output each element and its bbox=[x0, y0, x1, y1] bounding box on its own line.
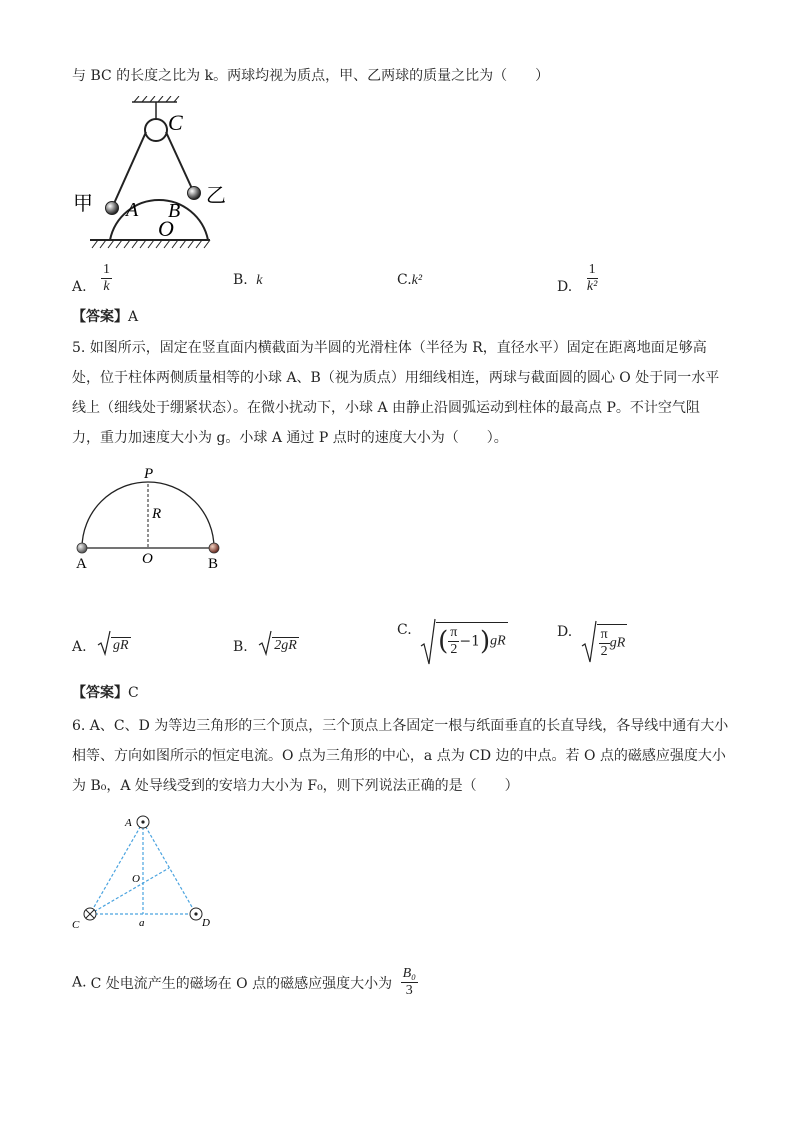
label-O: O bbox=[132, 873, 140, 885]
q4-option-c[interactable]: C.k² bbox=[397, 272, 423, 288]
q4-option-d-fraction: $\frac{1}{\text{k²}}$ bbox=[586, 262, 598, 294]
ball-yi-icon bbox=[188, 187, 201, 200]
q5-stem-line4: 力，重力加速度大小为 g。小球 A 通过 P 点时的速度大小为（ ）。 bbox=[72, 430, 508, 446]
label-D: D bbox=[202, 917, 210, 929]
q4-option-d[interactable]: D. $\frac{1}{\text{k²}}$ bbox=[557, 262, 598, 295]
label-C: C bbox=[72, 919, 80, 931]
q4-option-a[interactable]: A. $\frac{1}{k}$ bbox=[72, 262, 111, 295]
q6-stem-line3: 为 B₀，A 处导线受到的安培力大小为 F₀，则下列说法正确的是（ ） bbox=[72, 778, 519, 794]
label-O: O bbox=[142, 551, 153, 567]
label-jia: 甲 bbox=[73, 193, 93, 215]
q6-figure bbox=[68, 810, 218, 936]
label-O: O bbox=[158, 216, 174, 241]
label-A: A bbox=[126, 199, 139, 221]
label-B: B bbox=[208, 556, 219, 572]
label-A: A bbox=[76, 556, 87, 572]
label-P: P bbox=[144, 466, 154, 482]
label-C: C bbox=[168, 110, 183, 135]
pulley-icon bbox=[145, 119, 167, 141]
label-R: R bbox=[152, 506, 162, 522]
q4-option-b[interactable]: B. k bbox=[233, 272, 263, 288]
q4-figure bbox=[72, 96, 232, 256]
label-yi: 乙 bbox=[206, 185, 226, 207]
q5-answer: 【答案】C bbox=[72, 685, 139, 701]
label-A: A bbox=[125, 817, 132, 829]
q4-stem-tail: 与 BC 的长度之比为 k。两球均视为质点，甲、乙两球的质量之比为（ ） bbox=[72, 68, 550, 84]
q6-stem-line2: 相等、方向如图所示的恒定电流。O 点为三角形的中心，a 点为 CD 边的中点。若 O 点的磁感应强度大小 bbox=[72, 748, 726, 764]
label-a: a bbox=[139, 917, 145, 929]
q5-stem-line3: 线上（细线处于绷紧状态）。在微小扰动下，小球 A 由静止沿圆弧运动到柱体的最高点 P。不计空气阻 bbox=[72, 400, 700, 416]
q5-stem-line1: 5. 如图所示，固定在竖直面内横截面为半圆的光滑柱体（半径为 R，直径水平）固定在距离地面足够高 bbox=[72, 340, 707, 356]
q5-option-a[interactable]: A. gR bbox=[72, 630, 131, 658]
ball-a-icon bbox=[77, 543, 87, 553]
ball-b-icon bbox=[209, 543, 219, 553]
sqrt-icon bbox=[581, 620, 597, 664]
q5-option-d[interactable]: D. $\frac{\pi}{2}$ gR bbox=[557, 620, 627, 666]
q5-option-d-expr: $\frac{\pi}{2}$ gR bbox=[597, 624, 628, 660]
q6-stem-line1: 6. A、C、D 为等边三角形的三个顶点，三个顶点上各固定一根与纸面垂直的长直导线，各导线中通有大小 bbox=[72, 718, 729, 734]
q4-option-a-fraction: $\frac{1}{k}$ bbox=[103, 262, 111, 294]
q5-stem-line2: 处，位于柱体两侧质量相等的小球 A、B（视为质点）用细线相连，两球与截面圆的圆心 O 处于同一水平 bbox=[72, 370, 720, 386]
q5-option-c[interactable]: C. ( $\frac{\pi}{2}$ −1)gR bbox=[397, 618, 508, 668]
ball-jia-icon bbox=[106, 202, 119, 215]
sqrt-icon bbox=[420, 618, 436, 666]
sqrt-icon bbox=[97, 630, 111, 656]
label-B: B bbox=[168, 200, 181, 222]
q5-option-b[interactable]: B. 2gR bbox=[233, 630, 299, 658]
q4-answer: 【答案】A bbox=[72, 309, 139, 325]
q5-figure bbox=[70, 462, 230, 574]
sqrt-icon bbox=[258, 630, 272, 656]
q6-option-a-fraction: $\frac{\text{B₀}}{3}$ bbox=[402, 966, 416, 998]
q5-option-c-expr: ( $\frac{\pi}{2}$ −1)gR bbox=[436, 622, 508, 658]
q6-option-a[interactable]: A. C 处电流产生的磁场在 O 点的磁感应强度大小为 $\frac{\text{B₀}}{3}$ bbox=[72, 966, 416, 998]
